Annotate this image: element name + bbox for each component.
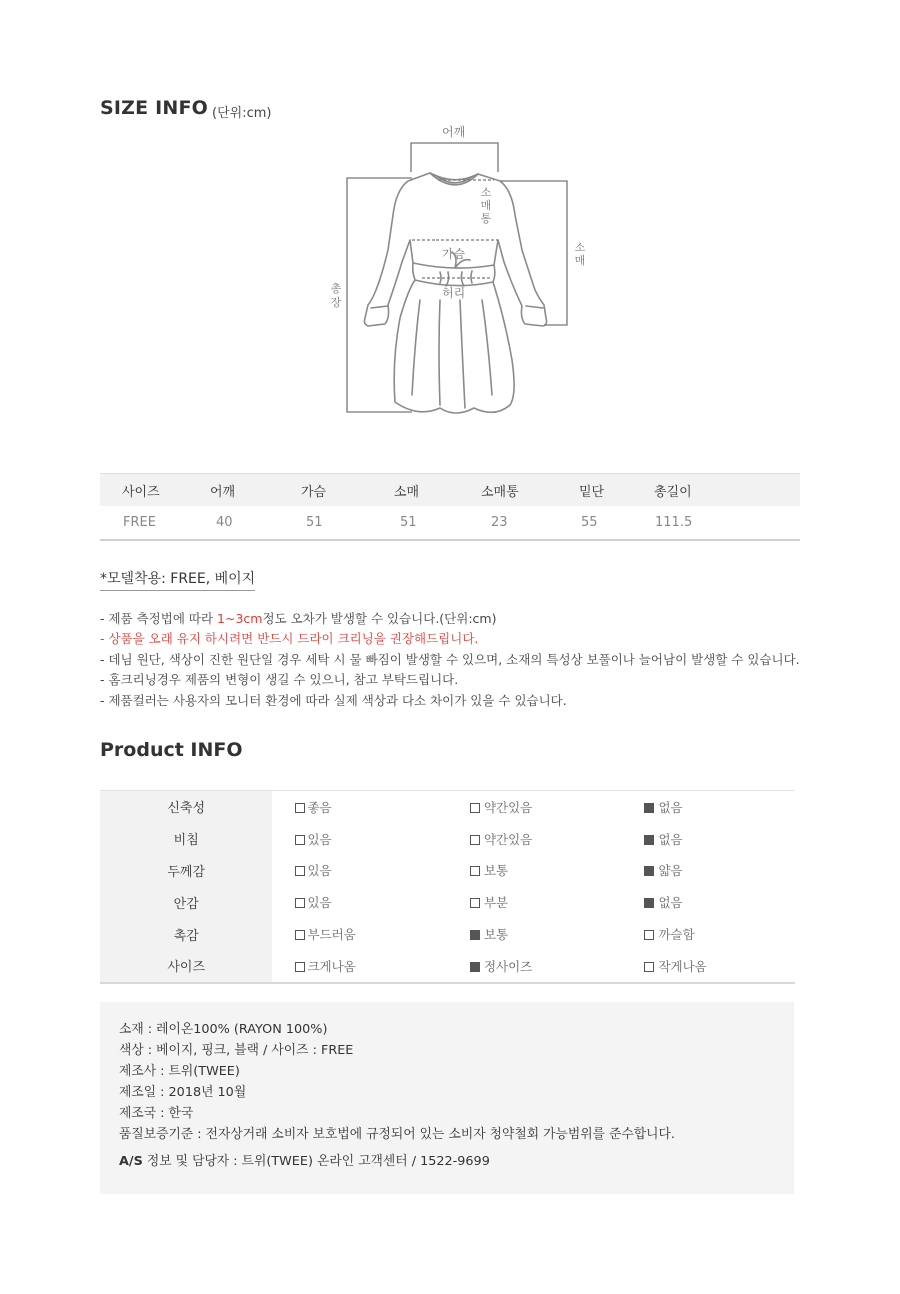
unchecked-box-icon bbox=[470, 898, 480, 908]
option-wrapper bbox=[447, 863, 508, 878]
option-label: 있음 bbox=[307, 831, 332, 847]
product-info-label: 안감 bbox=[100, 886, 272, 918]
label-waist: 허리 bbox=[442, 286, 466, 300]
note-text: - 제품 측정법에 따라 bbox=[100, 611, 218, 626]
option-wrapper bbox=[447, 832, 532, 847]
product-info-row bbox=[100, 886, 795, 918]
option-label: 얇음 bbox=[658, 863, 683, 879]
option-label: 까슬함 bbox=[658, 927, 695, 943]
unchecked-box-icon bbox=[295, 866, 305, 876]
note-measurement bbox=[100, 609, 800, 629]
option-wrapper bbox=[447, 927, 508, 942]
option-wrapper bbox=[272, 832, 331, 847]
checked-box-icon bbox=[644, 898, 654, 908]
option-label: 작게나옴 bbox=[658, 958, 707, 974]
size-table-row bbox=[100, 506, 800, 540]
product-info-label: 촉감 bbox=[100, 918, 272, 950]
label-length-2: 장 bbox=[330, 296, 342, 309]
detail-manufacturer: 제조사 : 트위(TWEE) bbox=[119, 1064, 240, 1079]
detail-as-label: A/S bbox=[119, 1154, 143, 1169]
product-info-option bbox=[621, 918, 795, 950]
unchecked-box-icon bbox=[644, 930, 654, 940]
size-value-cell: FREE bbox=[100, 506, 195, 540]
checked-box-icon bbox=[644, 866, 654, 876]
label-chest: 가슴 bbox=[442, 247, 466, 261]
option-label: 보통 bbox=[483, 927, 509, 943]
option-label: 약간있음 bbox=[483, 799, 533, 815]
option-wrapper bbox=[272, 863, 331, 878]
option-label: 부분 bbox=[483, 895, 509, 911]
checked-box-icon bbox=[470, 930, 480, 940]
option-label: 보통 bbox=[483, 863, 509, 879]
product-info-label: 신축성 bbox=[100, 790, 272, 823]
note-home-cleaning: - 홈크리닝경우 제품의 변형이 생길 수 있으니, 참고 부탁드립니다. bbox=[100, 672, 459, 688]
option-label: 없음 bbox=[658, 895, 683, 911]
option-label: 없음 bbox=[658, 799, 683, 815]
size-value-cell: 40 bbox=[195, 506, 298, 540]
option-wrapper bbox=[272, 800, 331, 815]
product-info-option bbox=[272, 950, 446, 984]
product-info-option bbox=[272, 886, 446, 918]
size-value-cell: 23 bbox=[481, 506, 571, 540]
option-label: 있음 bbox=[307, 863, 332, 879]
option-wrapper bbox=[272, 895, 331, 910]
option-wrapper bbox=[621, 863, 682, 878]
detail-color-size: 색상 : 베이지, 핑크, 블랙 / 사이즈 : FREE bbox=[119, 1043, 354, 1058]
option-label: 없음 bbox=[658, 831, 683, 847]
note-dry-clean: - 상품을 오래 유지 하시려면 반드시 드라이 크리닝을 권장해드립니다. bbox=[100, 631, 479, 647]
option-wrapper bbox=[621, 800, 682, 815]
detail-as bbox=[119, 1151, 675, 1172]
option-label: 좋음 bbox=[307, 799, 332, 815]
product-info-label: 두께감 bbox=[100, 855, 272, 887]
product-info-option bbox=[621, 855, 795, 887]
detail-date: 제조일 : 2018년 10월 bbox=[119, 1085, 247, 1100]
option-label: 부드러움 bbox=[307, 927, 356, 943]
care-notes bbox=[100, 609, 800, 711]
option-wrapper bbox=[447, 959, 532, 974]
size-value-cell: 55 bbox=[571, 506, 654, 540]
model-wear-note: *모델착용: FREE, 베이지 bbox=[100, 568, 255, 591]
size-value-cell: 111.5 bbox=[654, 506, 800, 540]
option-wrapper bbox=[621, 895, 682, 910]
product-info-row bbox=[100, 918, 795, 950]
detail-country: 제조국 : 한국 bbox=[119, 1106, 194, 1121]
option-wrapper bbox=[621, 832, 682, 847]
detail-material: 소재 : 레이온100% (RAYON 100%) bbox=[119, 1022, 328, 1037]
product-info-option bbox=[272, 855, 446, 887]
unchecked-box-icon bbox=[295, 898, 305, 908]
option-wrapper bbox=[621, 959, 706, 974]
option-label: 약간있음 bbox=[483, 831, 533, 847]
label-sleeve-width-3: 통 bbox=[480, 212, 492, 225]
size-value-cell: 51 bbox=[298, 506, 391, 540]
unchecked-box-icon bbox=[470, 835, 480, 845]
option-label: 크게나옴 bbox=[307, 958, 356, 974]
label-sleeve-1: 소 bbox=[574, 241, 586, 254]
product-info-row bbox=[100, 950, 795, 984]
product-info-option bbox=[272, 823, 446, 855]
product-info-option bbox=[447, 855, 621, 887]
product-info-option bbox=[272, 918, 446, 950]
product-info-option bbox=[621, 886, 795, 918]
size-header-cell: 총길이 bbox=[654, 474, 800, 507]
label-length-1: 총 bbox=[330, 282, 342, 295]
checked-box-icon bbox=[470, 962, 480, 972]
note-text: 정도 오차가 발생할 수 있습니다.(단위:cm) bbox=[262, 611, 497, 626]
size-header-cell: 소매 bbox=[391, 474, 481, 507]
product-info-option bbox=[272, 790, 446, 823]
label-sleeve-width-1: 소 bbox=[480, 186, 492, 199]
detail-quality: 품질보증기준 : 전자상거래 소비자 보호법에 규정되어 있는 소비자 청약철회 가능범위를 준수합니다. bbox=[119, 1127, 675, 1142]
size-value-cell: 51 bbox=[391, 506, 481, 540]
product-info-option bbox=[447, 823, 621, 855]
product-info-label: 비침 bbox=[100, 823, 272, 855]
unchecked-box-icon bbox=[295, 962, 305, 972]
checked-box-icon bbox=[644, 835, 654, 845]
product-details bbox=[119, 1019, 675, 1172]
product-info-option bbox=[621, 950, 795, 984]
product-info-option bbox=[447, 790, 621, 823]
label-shoulder: 어깨 bbox=[442, 125, 466, 139]
option-wrapper bbox=[447, 800, 532, 815]
unchecked-box-icon bbox=[470, 803, 480, 813]
label-sleeve-2: 매 bbox=[574, 254, 586, 267]
size-header-cell: 사이즈 bbox=[100, 474, 195, 507]
unchecked-box-icon bbox=[295, 803, 305, 813]
product-info-option bbox=[447, 918, 621, 950]
option-label: 정사이즈 bbox=[483, 958, 533, 974]
product-info-row bbox=[100, 790, 795, 823]
size-header-cell: 가슴 bbox=[298, 474, 391, 507]
size-table bbox=[100, 473, 800, 541]
size-info-title: SIZE INFO bbox=[100, 97, 209, 119]
size-header-cell: 밑단 bbox=[571, 474, 654, 507]
unchecked-box-icon bbox=[295, 930, 305, 940]
option-wrapper bbox=[272, 959, 355, 974]
checked-box-icon bbox=[644, 803, 654, 813]
product-info-label: 사이즈 bbox=[100, 950, 272, 984]
detail-as-text: 정보 및 담당자 : 트위(TWEE) 온라인 고객센터 / 1522-9699 bbox=[142, 1154, 490, 1169]
option-label: 있음 bbox=[307, 895, 332, 911]
product-info-option bbox=[621, 790, 795, 823]
option-wrapper bbox=[621, 927, 694, 942]
note-denim: - 데님 원단, 색상이 진한 원단일 경우 세탁 시 물 빠짐이 발생할 수 있으며, 소재의 특성상 보풀이나 늘어남이 발생할 수 있습니다. bbox=[100, 651, 800, 667]
size-header-cell: 어깨 bbox=[195, 474, 298, 507]
label-sleeve-width-2: 매 bbox=[480, 199, 492, 212]
product-info-row bbox=[100, 823, 795, 855]
product-info-table bbox=[100, 790, 795, 984]
unchecked-box-icon bbox=[644, 962, 654, 972]
note-highlight: 1~3cm bbox=[217, 611, 263, 626]
unchecked-box-icon bbox=[295, 835, 305, 845]
note-color: - 제품컬러는 사용자의 모니터 환경에 따라 실제 색상과 다소 차이가 있을 수 있습니다. bbox=[100, 692, 567, 708]
product-info-option bbox=[621, 823, 795, 855]
unchecked-box-icon bbox=[470, 866, 480, 876]
product-info-option bbox=[447, 950, 621, 984]
dress-measurement-diagram bbox=[320, 118, 586, 418]
option-wrapper bbox=[447, 895, 508, 910]
size-table-header bbox=[100, 474, 800, 507]
option-wrapper bbox=[272, 927, 355, 942]
product-info-option bbox=[447, 886, 621, 918]
size-unit: (단위:cm) bbox=[212, 106, 272, 121]
product-info-title: Product INFO bbox=[100, 739, 243, 761]
product-info-row bbox=[100, 855, 795, 887]
size-header-cell: 소매통 bbox=[481, 474, 571, 507]
